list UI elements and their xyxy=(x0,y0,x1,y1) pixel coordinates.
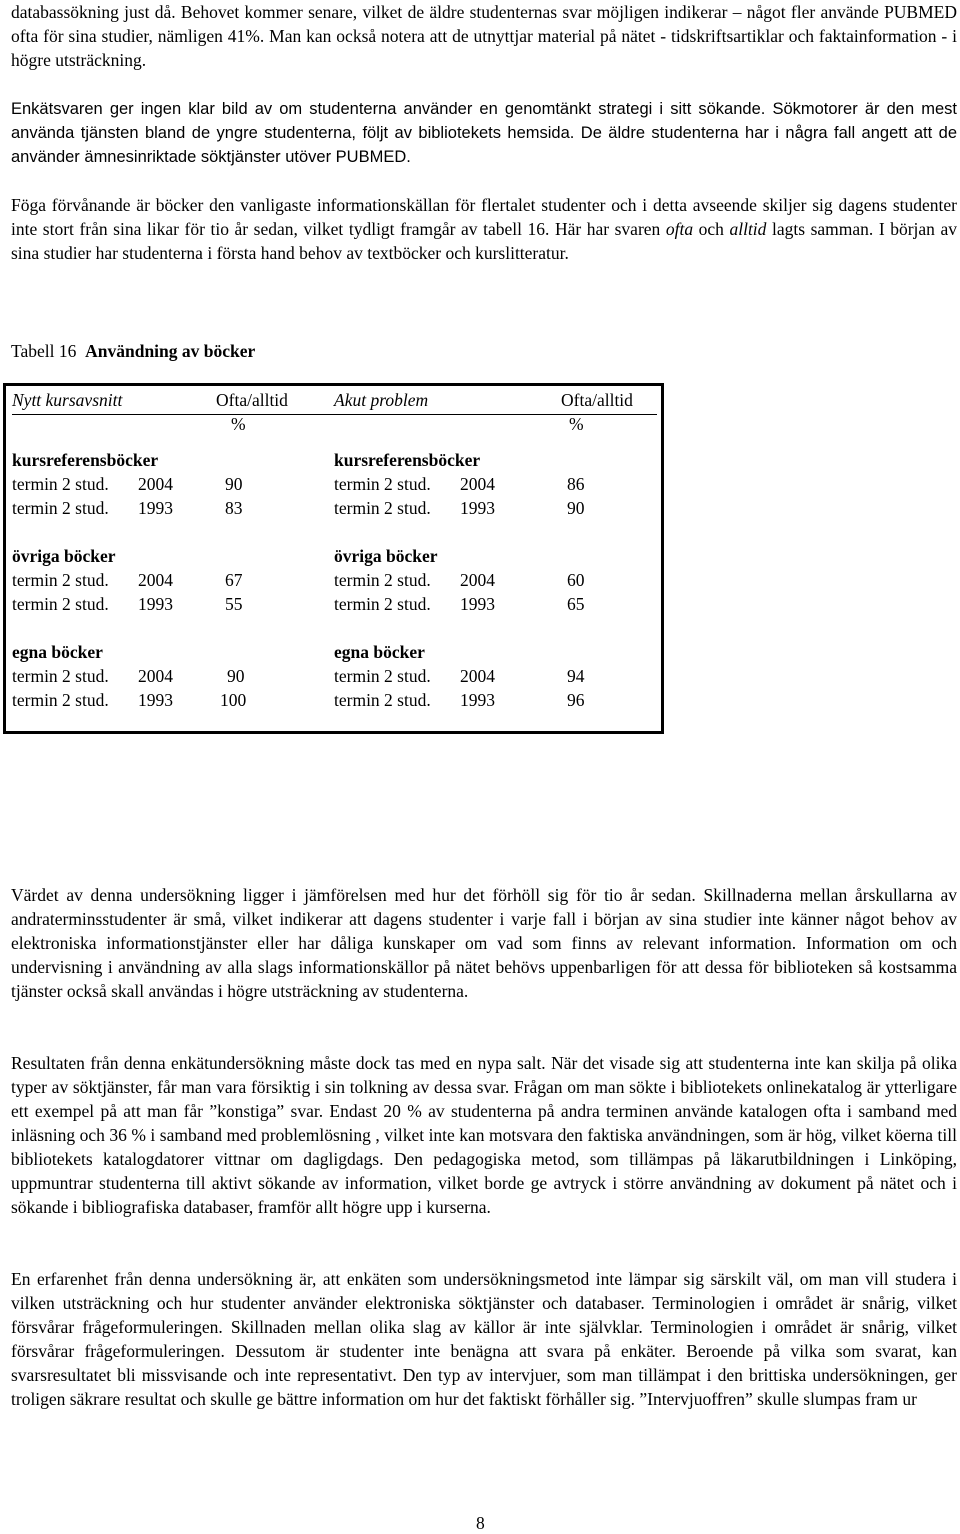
table-caption xyxy=(11,339,255,363)
row-right-value: 96 xyxy=(567,690,585,710)
unit-right: % xyxy=(569,414,584,434)
group-label-right: kursreferensböcker xyxy=(334,450,481,470)
row-right-year: 2004 xyxy=(460,474,495,494)
paragraph-2 xyxy=(11,97,957,169)
row-left-label: termin 2 stud. xyxy=(12,498,109,518)
paragraph-5-text: Resultaten från denna enkätundersökning måste dock tas med en nypa salt. När det visade sig att studenterna inte kan skilja på olika typer av söktjänster, får man vara försiktig i sin tolkning av dessa svar. Frågan om man sökte i bibliotekets onlinekatalog är ytterligare ett exempel på att man får ”konstiga” svar. Endast 20 % av studenterna på andra terminen använde katalogen ofta i samband med inläsning och 36 % i samband med problemlösning , vilket inte kan motsvara den faktiska användningen, som är hög, vilket köerna till bibliotekets katalogdatorer vittnar om dagligdags. Den pedagogiska metod, som tillämpas på läkarutbildningen i Linköping, uppmuntrar studenterna till aktivt sökande av information, vilket borde ge avtryck i större användning av dokument på nätet och i sökande i bibliografiska databaser, framför allt högre upp i kurserna. xyxy=(11,1053,957,1217)
paragraph-3-italic-ofta: ofta xyxy=(665,219,694,239)
row-right-label: termin 2 stud. xyxy=(334,474,431,494)
paragraph-3-part2: och xyxy=(693,219,730,239)
paragraph-5 xyxy=(11,1051,957,1219)
group-label-right: egna böcker xyxy=(334,642,425,662)
row-right-year: 1993 xyxy=(460,594,495,614)
paragraph-3 xyxy=(11,193,957,265)
paragraph-4 xyxy=(11,883,957,1003)
row-right-label: termin 2 stud. xyxy=(334,570,431,590)
unit-left: % xyxy=(231,414,246,434)
row-left-value: 100 xyxy=(220,690,247,710)
row-left-value: 83 xyxy=(225,498,243,518)
header-col-1: Nytt kursavsnitt xyxy=(12,390,123,410)
row-right-year: 2004 xyxy=(460,570,495,590)
paragraph-4-text: Värdet av denna undersökning ligger i jämförelsen med hur det förhöll sig för tio år sedan. Skillnaderna mellan årskullarna av andraterminsstudenter är små, vilket indikerar att dagens studenter i varje fall i början av sina studier inte känner något behov av elektroniska informationstjänster eller har dåliga kunskaper om vad som finns av relevant information. Information om och undervisning i användning av alla slags informationskällor på nätet behövs uppenbarligen för att dessa för biblioteken så kostsamma tjänster också skall användas i högre utsträckning av studenterna. xyxy=(11,885,957,1001)
row-left-year: 2004 xyxy=(138,474,173,494)
paragraph-1 xyxy=(11,0,957,72)
row-right-label: termin 2 stud. xyxy=(334,690,431,710)
row-right-value: 94 xyxy=(567,666,585,686)
row-left-label: termin 2 stud. xyxy=(12,666,109,686)
paragraph-3-part1: Föga förvånande är böcker den vanligaste informationskällan för flertalet studenter och i detta avseende skiljer sig dagens studenter inte stort från sina likar för tio år sedan, vilket tydligt framgår av tabell 16. Här har svaren xyxy=(11,195,957,239)
row-right-value: 90 xyxy=(567,498,585,518)
row-left-value: 90 xyxy=(225,474,243,494)
header-underline xyxy=(12,414,657,415)
row-right-year: 1993 xyxy=(460,690,495,710)
row-left-value: 67 xyxy=(225,570,243,590)
paragraph-3-part3: lagts samman. I början av sina studier har studenterna i första hand behov av textböcker och kurslitteratur. xyxy=(11,219,957,263)
row-left-value: 55 xyxy=(225,594,243,614)
row-right-value: 60 xyxy=(567,570,585,590)
group-label-right: övriga böcker xyxy=(334,546,438,566)
table-caption-title: Användning av böcker xyxy=(85,341,256,361)
row-left-year: 2004 xyxy=(138,666,173,686)
row-left-label: termin 2 stud. xyxy=(12,570,109,590)
row-left-label: termin 2 stud. xyxy=(12,594,109,614)
paragraph-6-text: En erfarenhet från denna undersökning är, att enkäten som undersökningsmetod inte lämpar sig särskilt väl, om man vill studera i vilken utsträckning och hur studenter använder elektroniska söktjänster och databaser. Terminologien i området är snårig, vilket försvårar frågeformuleringen. Skillnaden mellan olika slag av källor är inte självklar. Terminologien i området är snårig, vilket försvårar frågeformuleringen. Dessutom är studenter inte benägna att svara på enkäter. Beroende på vilka som svarat, kan svarsresultatet bli missvisande och inte representativt. Den typ av intervjuer, som man tillämpat i den brittiska undersökningen, ger troligen säkrare resultat och skulle ge bättre information om hur det faktiskt förhåller sig. ”Intervjuoffren” skulle slumpas fram ur xyxy=(11,1269,957,1409)
row-right-label: termin 2 stud. xyxy=(334,498,431,518)
row-right-label: termin 2 stud. xyxy=(334,594,431,614)
header-col-4: Ofta/alltid xyxy=(561,390,633,410)
row-right-year: 2004 xyxy=(460,666,495,686)
paragraph-1-text: databassökning just då. Behovet kommer senare, vilket de äldre studenternas svar möjligen indikerar – något fler använde PUBMED ofta för sina studier, nämligen 41%. Man kan också notera att de utnyttjar material på nätet - tidskriftsartiklar och faktainformation - i högre utsträckning. xyxy=(11,2,957,70)
paragraph-3-italic-alltid: alltid xyxy=(729,219,767,239)
row-left-label: termin 2 stud. xyxy=(12,690,109,710)
page-number: 8 xyxy=(476,1513,485,1533)
row-left-year: 2004 xyxy=(138,570,173,590)
paragraph-2-text: Enkätsvaren ger ingen klar bild av om studenterna använder en genomtänkt strategi i sitt sökande. Sökmotorer är den mest använda tjänsten bland de yngre studenterna, följt av bibliotekets hemsida. De äldre studenterna har i några fall angett att de använder ämnesinriktade söktjänster utöver PUBMED. xyxy=(11,100,957,166)
table-caption-prefix: Tabell 16 xyxy=(11,341,77,361)
header-col-3: Akut problem xyxy=(334,390,429,410)
row-left-label: termin 2 stud. xyxy=(12,474,109,494)
group-label-left: övriga böcker xyxy=(12,546,116,566)
group-label-left: egna böcker xyxy=(12,642,103,662)
row-left-year: 1993 xyxy=(138,690,173,710)
row-left-year: 1993 xyxy=(138,594,173,614)
group-label-left: kursreferensböcker xyxy=(12,450,159,470)
row-right-value: 65 xyxy=(567,594,585,614)
row-left-value: 90 xyxy=(227,666,245,686)
table-16 xyxy=(3,383,664,734)
paragraph-6 xyxy=(11,1267,957,1411)
header-col-2: Ofta/alltid xyxy=(216,390,288,410)
row-right-label: termin 2 stud. xyxy=(334,666,431,686)
row-left-year: 1993 xyxy=(138,498,173,518)
row-right-year: 1993 xyxy=(460,498,495,518)
row-right-value: 86 xyxy=(567,474,585,494)
